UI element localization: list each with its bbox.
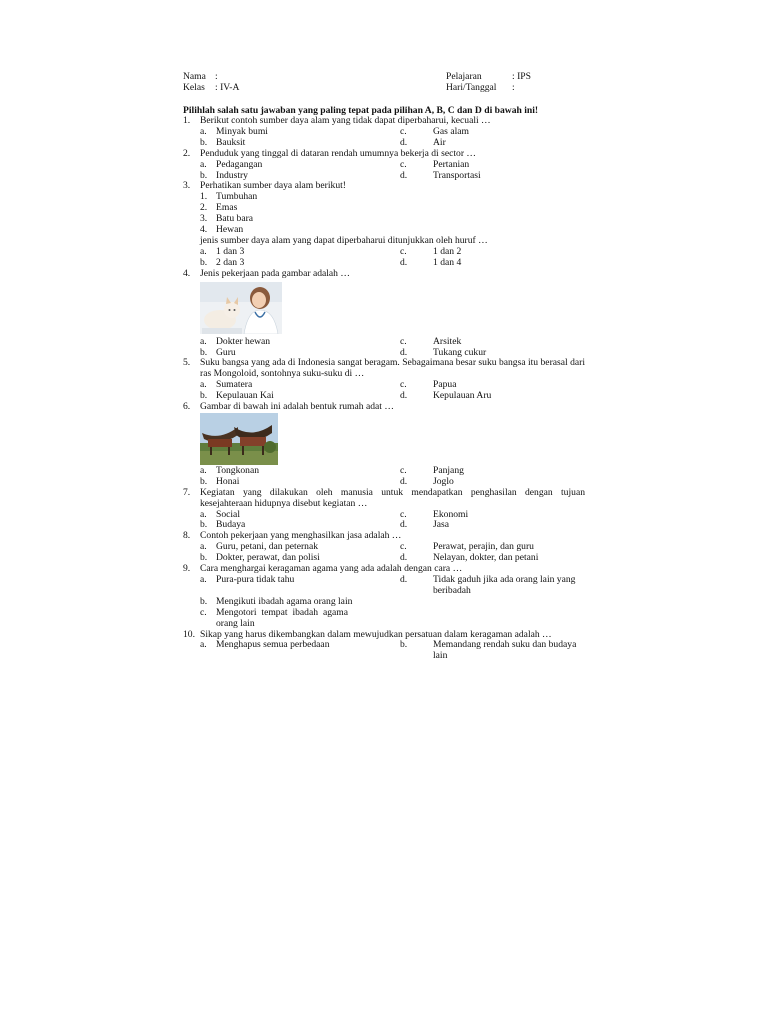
option-letter: b.: [200, 552, 208, 564]
option-letter: b.: [200, 595, 208, 607]
answer-option[interactable]: [400, 337, 585, 348]
option-text: Kepulauan Aru: [433, 390, 492, 402]
question-list: [183, 116, 585, 662]
question-text: Penduduk yang tinggal di dataran rendah umumnya bekerja di sector …: [200, 147, 477, 159]
question-number: 9.: [183, 563, 191, 575]
option-letter: a.: [200, 639, 207, 651]
option-text: Panjang: [433, 464, 464, 476]
question-number: 5.: [183, 357, 191, 369]
list-item-number: 2.: [200, 202, 208, 214]
option-text: Mengikuti ibadah agama orang lain: [216, 595, 353, 607]
answer-option[interactable]: [400, 171, 585, 182]
answer-option[interactable]: [400, 380, 585, 391]
option-text: Jasa: [433, 519, 449, 531]
option-letter: c.: [400, 508, 407, 520]
option-text: Transportasi: [433, 169, 481, 181]
question-5: [183, 358, 585, 402]
option-letter: a.: [200, 379, 207, 391]
answer-option[interactable]: [400, 258, 585, 269]
option-letter: a.: [200, 464, 207, 476]
option-row: [183, 608, 585, 630]
tongkonan-house-photo: [200, 413, 278, 465]
option-letter: b.: [200, 475, 208, 487]
option-spacer: [368, 608, 553, 630]
question-2: [183, 149, 585, 182]
answer-option[interactable]: [400, 640, 585, 662]
option-letter: a.: [200, 245, 207, 257]
answer-option[interactable]: [183, 640, 400, 662]
option-text: 1 dan 4: [433, 256, 462, 268]
option-letter: c.: [400, 158, 407, 170]
list-item: [200, 192, 585, 203]
option-text: Pura-pura tidak tahu: [216, 574, 295, 585]
answer-options: [183, 160, 585, 182]
option-row: [183, 160, 585, 171]
answer-option[interactable]: [400, 520, 585, 531]
header-row-2: [183, 83, 585, 94]
question-number: 4.: [183, 267, 191, 279]
question-text-row: [183, 269, 585, 280]
list-item-text: Emas: [216, 202, 238, 214]
question-9: [183, 564, 585, 629]
option-letter: d.: [400, 519, 408, 531]
question-number: 10.: [183, 628, 195, 640]
sub-list: [183, 192, 585, 236]
question-text: Suku bangsa yang ada di Indonesia sangat beragam. Sebagaimana besar suku bangsa itu berasal dari ras Mongoloid, sontohnya suku-suku di …: [200, 357, 585, 380]
option-row: [183, 640, 585, 662]
pelajaran-value: : IPS: [512, 71, 531, 82]
question-number: 6.: [183, 401, 191, 413]
list-item-number: 3.: [200, 213, 208, 225]
option-text: Dokter hewan: [216, 335, 271, 347]
option-letter: d.: [400, 475, 408, 487]
hari-value: :: [512, 82, 515, 93]
question-number: 2.: [183, 147, 191, 159]
question-followup-text: jenis sumber daya alam yang dapat diperbaharui ditunjukkan oleh huruf …: [200, 234, 488, 246]
option-letter: c.: [400, 464, 407, 476]
option-letter: b.: [200, 346, 208, 358]
option-text: Sumatera: [216, 379, 253, 391]
option-text: 2 dan 3: [216, 256, 245, 268]
option-text: Minyak bumi: [216, 125, 268, 137]
option-letter: d.: [400, 574, 408, 585]
option-text: Nelayan, dokter, dan petani: [433, 552, 539, 564]
option-text: Budaya: [216, 519, 246, 531]
question-text: Gambar di bawah ini adalah bentuk rumah adat …: [200, 401, 394, 413]
option-letter: d.: [400, 169, 408, 181]
answer-option[interactable]: [183, 575, 400, 597]
answer-options: [183, 510, 585, 532]
option-letter: a.: [200, 508, 207, 520]
option-text: Papua: [433, 379, 457, 391]
answer-option[interactable]: [400, 160, 585, 171]
question-number: 7.: [183, 486, 191, 498]
question-text: Perhatikan sumber daya alam berikut!: [200, 180, 346, 192]
hari-label: Hari/Tanggal: [446, 82, 497, 93]
option-letter: c.: [400, 379, 407, 391]
answer-option[interactable]: [400, 391, 585, 402]
answer-options: [183, 640, 585, 662]
question-8: [183, 531, 585, 564]
list-item: [200, 214, 585, 225]
option-letter: c.: [400, 335, 407, 347]
option-letter: a.: [200, 125, 207, 137]
option-letter: b.: [200, 256, 208, 268]
option-text: Perawat, perajin, dan guru: [433, 541, 534, 553]
option-letter: d.: [400, 346, 408, 358]
answer-option[interactable]: [400, 466, 585, 477]
answer-options: [183, 380, 585, 402]
question-4: [183, 269, 585, 359]
header-row-1: [183, 72, 585, 83]
option-letter: b.: [400, 639, 408, 651]
option-letter: c.: [400, 245, 407, 257]
option-text: Guru, petani, dan peternak: [216, 541, 319, 553]
kelas-label: Kelas: [183, 82, 205, 93]
option-letter: c.: [200, 606, 207, 618]
option-text: 1 dan 3: [216, 245, 245, 257]
question-1: [183, 116, 585, 149]
option-letter: b.: [200, 390, 208, 402]
option-letter: a.: [200, 574, 207, 585]
option-letter: c.: [400, 125, 407, 137]
question-text-row: [183, 402, 585, 413]
question-6: [183, 402, 585, 488]
pelajaran-label: Pelajaran: [446, 71, 482, 82]
question-text: Contoh pekerjaan yang menghasilkan jasa adalah …: [200, 530, 402, 542]
list-item-number: 1.: [200, 191, 208, 203]
nama-value: :: [215, 71, 218, 82]
option-letter: c.: [400, 541, 407, 553]
question-text: Cara menghargai keragaman agama yang ada adalah dengan cara …: [200, 563, 463, 575]
option-letter: b.: [200, 169, 208, 181]
list-item: [200, 203, 585, 214]
answer-options: [183, 247, 585, 269]
option-text: 1 dan 2: [433, 245, 462, 257]
list-item: [200, 225, 585, 236]
answer-option[interactable]: [183, 337, 400, 348]
kelas-value: : IV-A: [215, 82, 240, 93]
answer-option[interactable]: [400, 575, 585, 597]
option-row: [183, 337, 585, 348]
option-text: Mengotori tempat ibadah agama orang lain: [216, 606, 348, 629]
option-text: Social: [216, 508, 240, 520]
instruction-text: Pilihlah salah satu jawaban yang paling tepat pada pilihan A, B, C dan D di bawah ini!: [183, 105, 539, 116]
question-text-row: [183, 149, 585, 160]
option-letter: a.: [200, 541, 207, 553]
list-item-text: Hewan: [216, 224, 244, 236]
answer-options: [183, 542, 585, 564]
question-text: Jenis pekerjaan pada gambar adalah …: [200, 267, 350, 279]
option-letter: b.: [200, 519, 208, 531]
option-text: Pertanian: [433, 158, 470, 170]
answer-options: [183, 466, 585, 488]
question-text: Berikut contoh sumber daya alam yang tidak dapat diperbaharui, kecuali …: [200, 115, 491, 126]
answer-option[interactable]: [183, 160, 400, 171]
option-row: [183, 575, 585, 597]
option-text: Guru: [216, 346, 236, 358]
option-letter: d.: [400, 256, 408, 268]
option-text: Pedagangan: [216, 158, 263, 170]
question-text: Sikap yang harus dikembangkan dalam mewujudkan persatuan dalam keragaman adalah …: [200, 628, 552, 640]
option-text: Industry: [216, 169, 248, 181]
question-text-row: [183, 488, 585, 510]
question-10: [183, 630, 585, 663]
option-letter: b.: [200, 136, 208, 148]
veterinarian-photo: [200, 282, 282, 334]
option-text: Joglo: [433, 475, 454, 487]
question-number: 1.: [183, 115, 191, 126]
option-text: Bauksit: [216, 136, 246, 148]
option-text: Gas alam: [433, 125, 469, 137]
answer-option[interactable]: [400, 127, 585, 138]
option-text: Kepulauan Kai: [216, 390, 274, 402]
option-text: Arsitek: [433, 335, 462, 347]
question-number: 8.: [183, 530, 191, 542]
answer-option[interactable]: [183, 608, 368, 630]
option-text: Ekonomi: [433, 508, 469, 520]
answer-options: [183, 337, 585, 359]
question-text: Kegiatan yang dilakukan oleh manusia untuk mendapatkan penghasilan dengan tujuan kesejahteraan hidupnya disebut kegiatan …: [200, 486, 585, 509]
nama-label: Nama: [183, 71, 206, 82]
option-text: Tukang cukur: [433, 346, 487, 358]
option-text: Tongkonan: [216, 464, 260, 476]
answer-options: [183, 127, 585, 149]
question-7: [183, 488, 585, 532]
option-text: Memandang rendah suku dan budaya lain: [433, 639, 577, 662]
option-text: Dokter, perawat, dan polisi: [216, 552, 320, 564]
option-text: Tidak gaduh jika ada orang lain yang beribadah: [433, 574, 576, 596]
answer-option[interactable]: [400, 510, 585, 521]
answer-options: [183, 575, 585, 630]
option-letter: a.: [200, 335, 207, 347]
student-header: [183, 72, 585, 94]
question-3: [183, 181, 585, 268]
option-spacer: [400, 597, 585, 608]
answer-option[interactable]: [400, 247, 585, 258]
option-letter: d.: [400, 136, 408, 148]
option-text: Honai: [216, 475, 240, 487]
option-row: [183, 466, 585, 477]
question-text-row: [183, 358, 585, 380]
list-item-text: Batu bara: [216, 213, 254, 225]
option-letter: d.: [400, 390, 408, 402]
question-number: 3.: [183, 180, 191, 192]
option-letter: a.: [200, 158, 207, 170]
option-text: Menghapus semua perbedaan: [216, 639, 330, 651]
option-text: Air: [433, 136, 446, 148]
list-item-number: 4.: [200, 224, 208, 236]
list-item-text: Tumbuhan: [216, 191, 258, 203]
option-letter: d.: [400, 552, 408, 564]
